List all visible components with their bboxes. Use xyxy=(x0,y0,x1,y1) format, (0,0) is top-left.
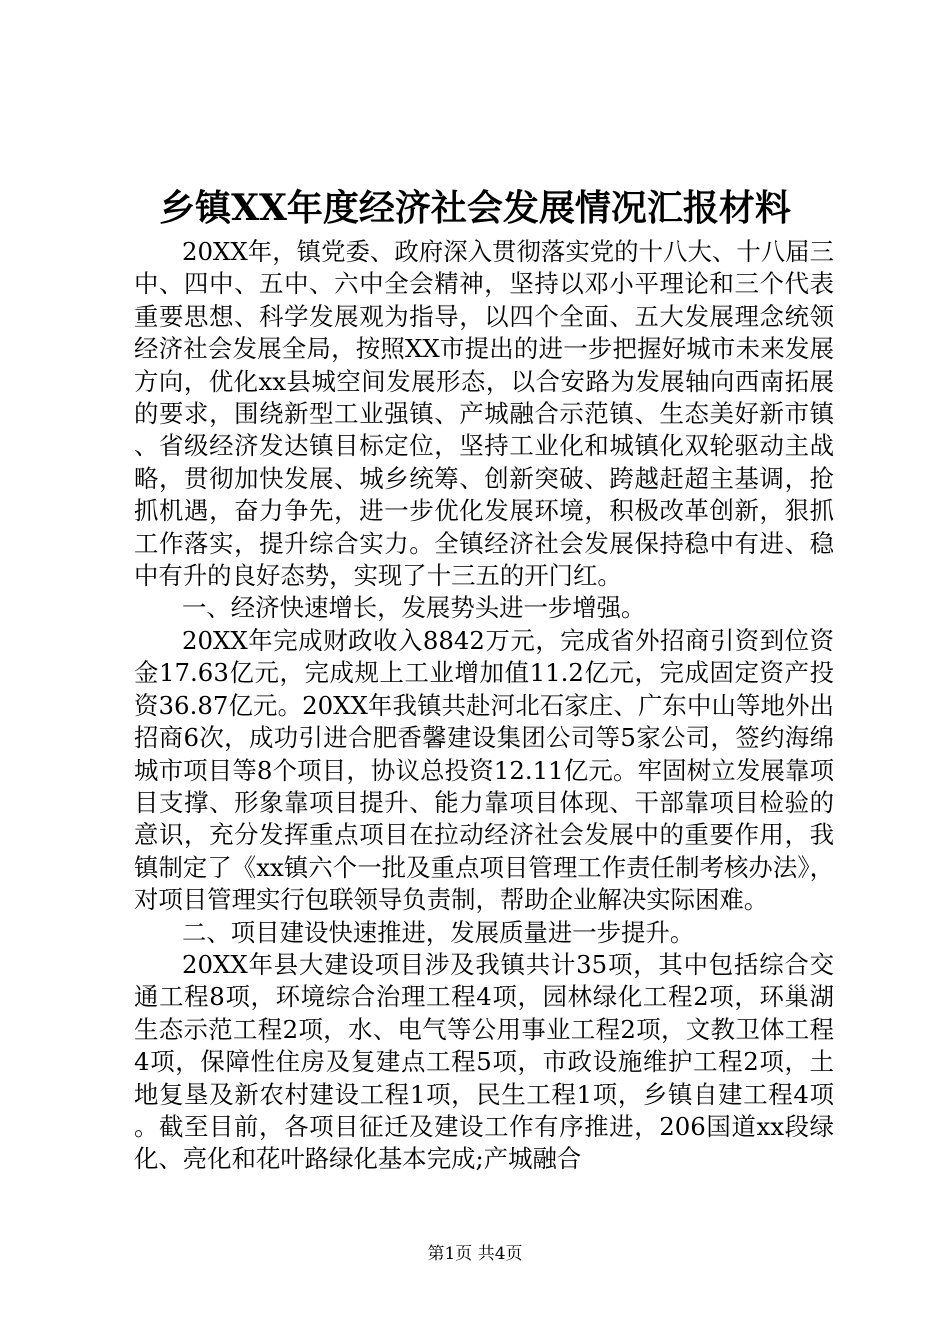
document-title: 乡镇XX年度经济社会发展情况汇报材料 xyxy=(159,187,791,229)
section-heading-2: 二、项目建设快速推进，发展质量进一步提升。 xyxy=(182,917,695,947)
page-number: 第1页 共4页 xyxy=(427,1244,523,1264)
section-heading-1: 一、经济快速增长，发展势头进一步增强。 xyxy=(182,593,646,623)
paragraph-projects: 20XX年县大建设项目涉及我镇共计35项，其中包括综合交通工程8项，环境综合治理工程4项，园林绿化工程2项，环巢湖生态示范工程2项，水、电气等公用事业工程2项，文教卫体工程4项，保障性住房及复建点工程5项，市政设施维护工程2项，土地复垦及新农村建设工程1项，民生工程1项，乡镇自建工程4项。截至目前，各项目征迁及建设工作有序推进，206国道xx段绿化、亮化和花叶路绿化基本完成;产城融合 xyxy=(134,949,834,1174)
paragraph-economy: 20XX年完成财政收入8842万元，完成省外招商引资到位资金17.63亿元，完成规上工业增加值11.2亿元，完成固定资产投资36.87亿元。20XX年我镇共赴河北石家庄、广东中山等地外出招商6次，成功引进合肥香馨建设集团公司等5家公司，签约海绵城市项目等8个项目，协议总投资12.11亿元。牢固树立发展靠项目支撑、形象靠项目提升、能力靠项目体现、干部靠项目检验的意识，充分发挥重点项目在拉动经济社会发展中的重要作用，我镇制定了《xx镇六个一批及重点项目管理工作责任制考核办法》，对项目管理实行包联领导负责制，帮助企业解决实际困难。 xyxy=(134,625,834,915)
document-body xyxy=(134,236,834,1176)
paragraph-intro: 20XX年，镇党委、政府深入贯彻落实党的十八大、十八届三中、四中、五中、六中全会精神，坚持以邓小平理论和三个代表重要思想、科学发展观为指导，以四个全面、五大发展理念统领经济社会发展全局，按照XX市提出的进一步把握好城市未来发展方向，优化xx县城空间发展形态，以合安路为发展轴向西南拓展的要求，围绕新型工业强镇、产城融合示范镇、生态美好新市镇、省级经济发达镇目标定位，坚持工业化和城镇化双轮驱动主战略，贯彻加快发展、城乡统筹、创新突破、跨越赶超主基调，抢抓机遇，奋力争先，进一步优化发展环境，积极改革创新，狠抓工作落实，提升综合实力。全镇经济社会发展保持稳中有进、稳中有升的良好态势，实现了十三五的开门红。 xyxy=(134,237,834,591)
